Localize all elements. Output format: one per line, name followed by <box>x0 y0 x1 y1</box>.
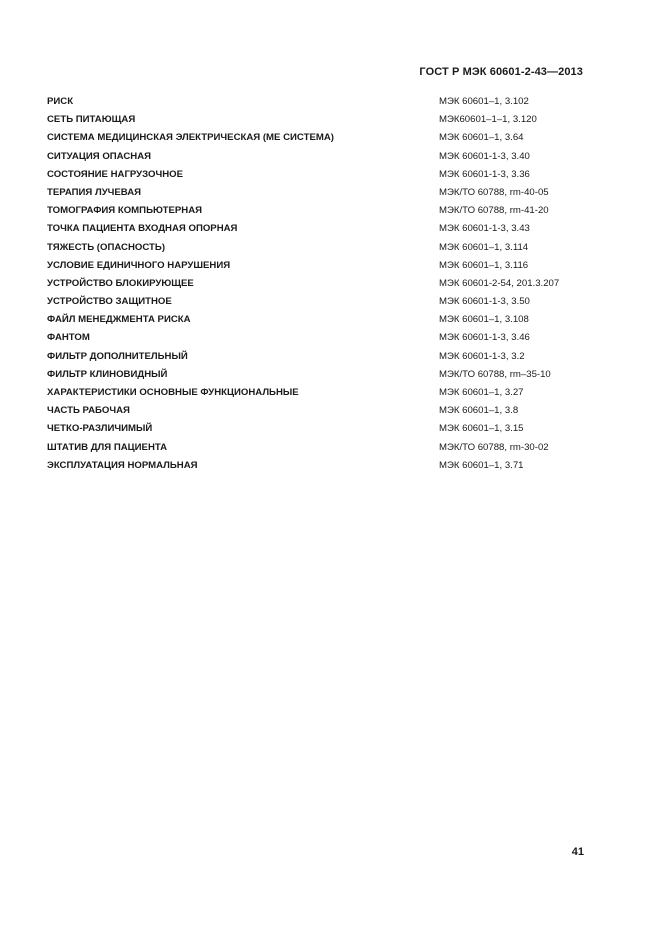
term-reference: МЭК/ТО 60788, rm-40-05 <box>439 186 549 198</box>
term-row <box>47 313 587 331</box>
term-reference: МЭК 60601-1-3, 3.43 <box>439 223 530 235</box>
term-reference: МЭК 60601-1-3, 3.46 <box>439 332 530 344</box>
term-row <box>47 277 587 295</box>
term-row <box>47 259 587 277</box>
term-reference: МЭК/ТО 60788, rm-41-20 <box>439 205 549 217</box>
term-reference: МЭК 60601–1, 3.114 <box>439 241 529 253</box>
term-name: ЭКСПЛУАТАЦИЯ НОРМАЛЬНАЯ <box>47 459 198 471</box>
term-name: ФАЙЛ МЕНЕДЖМЕНТА РИСКА <box>47 314 191 326</box>
term-name: ТОЧКА ПАЦИЕНТА ВХОДНАЯ ОПОРНАЯ <box>47 223 238 235</box>
term-row <box>47 350 587 368</box>
term-name: РИСК <box>47 96 74 107</box>
term-index-list <box>47 95 587 477</box>
term-reference: МЭК 60601–1, 3.71 <box>439 459 524 471</box>
term-reference: МЭК 60601-1-3, 3.50 <box>439 296 530 308</box>
term-name: СИСТЕМА МЕДИЦИНСКАЯ ЭЛЕКТРИЧЕСКАЯ (МЕ СИСТЕМА) <box>47 132 334 144</box>
term-name: ТЕРАПИЯ ЛУЧЕВАЯ <box>47 186 142 198</box>
term-name: ШТАТИВ ДЛЯ ПАЦИЕНТА <box>47 441 168 453</box>
document-header: ГОСТ Р МЭК 60601-2-43—2013 <box>419 66 583 78</box>
term-row <box>47 441 587 459</box>
term-row <box>47 168 587 186</box>
term-reference: МЭК 60601-2-54, 201.3.207 <box>439 277 560 289</box>
term-name: ФИЛЬТР КЛИНОВИДНЫЙ <box>47 368 168 380</box>
term-row <box>47 295 587 313</box>
term-name: УСЛОВИЕ ЕДИНИЧНОГО НАРУШЕНИЯ <box>47 259 231 271</box>
term-row <box>47 404 587 422</box>
term-name: ФАНТОМ <box>47 332 90 344</box>
term-reference: МЭК 60601-1-3, 3.2 <box>439 350 525 362</box>
term-name: УСТРОЙСТВО БЛОКИРУЮЩЕЕ <box>47 277 194 289</box>
term-row <box>47 113 587 131</box>
page-number: 41 <box>571 846 584 858</box>
term-row <box>47 204 587 222</box>
term-row <box>47 241 587 259</box>
term-row <box>47 95 587 113</box>
term-row <box>47 368 587 386</box>
term-reference: МЭК 60601-1-3, 3.36 <box>439 168 530 180</box>
term-reference: МЭК 60601–1, 3.27 <box>439 387 524 398</box>
term-row <box>47 186 587 204</box>
term-reference: МЭК60601–1–1, 3.120 <box>439 114 537 126</box>
term-row <box>47 131 587 149</box>
term-name: УСТРОЙСТВО ЗАЩИТНОЕ <box>47 296 172 308</box>
term-name: ХАРАКТЕРИСТИКИ ОСНОВНЫЕ ФУНКЦИОНАЛЬНЫЕ <box>47 387 299 398</box>
term-reference: МЭК 60601–1, 3.116 <box>439 259 529 271</box>
term-reference: МЭК/ТО 60788, rm-30-02 <box>439 441 549 453</box>
term-name: ЧАСТЬ РАБОЧАЯ <box>47 405 130 417</box>
term-name: СИТУАЦИЯ ОПАСНАЯ <box>47 150 152 162</box>
term-row <box>47 331 587 349</box>
term-reference: МЭК/ТО 60788, rm–35-10 <box>439 368 551 380</box>
term-reference: МЭК 60601–1, 3.108 <box>439 314 529 326</box>
term-row <box>47 150 587 168</box>
term-row <box>47 422 587 440</box>
term-reference: МЭК 60601–1, 3.8 <box>439 405 519 417</box>
term-name: ЧЕТКО-РАЗЛИЧИМЫЙ <box>47 423 153 435</box>
term-name: ФИЛЬТР ДОПОЛНИТЕЛЬНЫЙ <box>47 350 188 362</box>
term-row <box>47 459 587 477</box>
term-row <box>47 222 587 240</box>
term-name: СЕТЬ ПИТАЮЩАЯ <box>47 114 136 126</box>
term-row <box>47 386 587 404</box>
term-name: СОСТОЯНИЕ НАГРУЗОЧНОЕ <box>47 168 183 180</box>
term-reference: МЭК 60601–1, 3.102 <box>439 96 529 107</box>
term-reference: МЭК 60601–1, 3.15 <box>439 423 524 435</box>
term-name: ТЯЖЕСТЬ (ОПАСНОСТЬ) <box>47 241 166 253</box>
term-name: ТОМОГРАФИЯ КОМПЬЮТЕРНАЯ <box>47 205 203 217</box>
term-reference: МЭК 60601-1-3, 3.40 <box>439 150 530 162</box>
term-reference: МЭК 60601–1, 3.64 <box>439 132 524 144</box>
